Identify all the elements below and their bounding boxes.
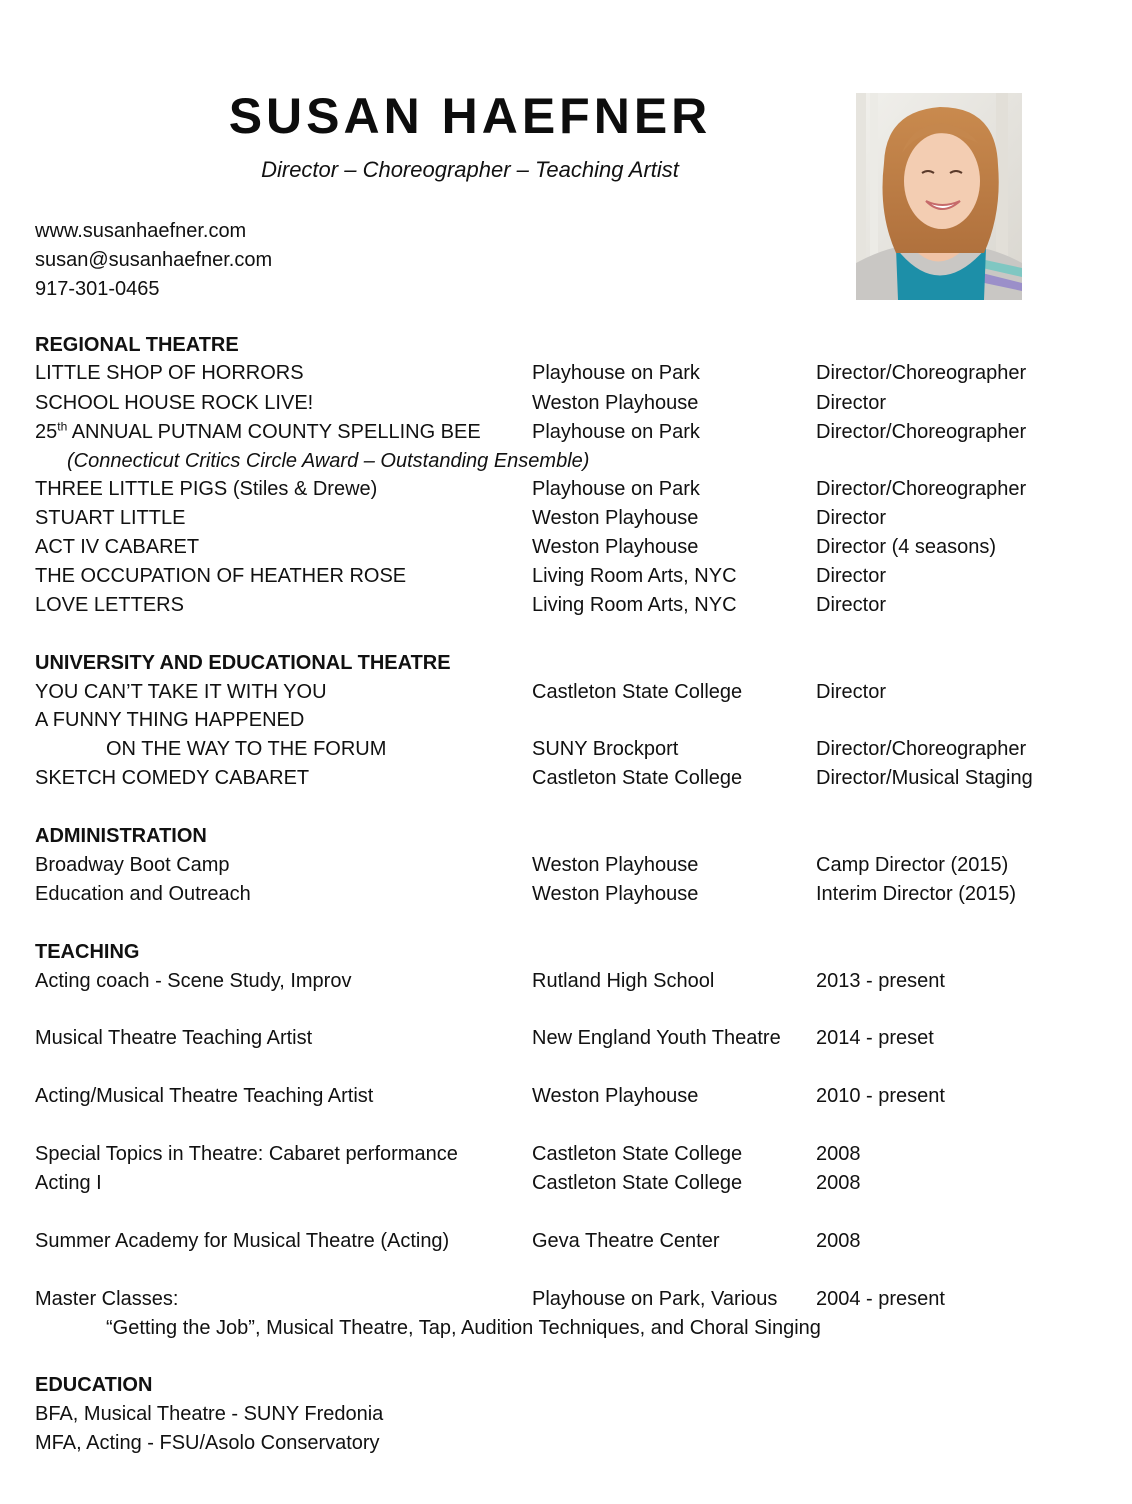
- contact-block: [35, 217, 272, 304]
- role: Director/Choreographer: [816, 421, 1027, 443]
- venue: Living Room Arts, NYC: [532, 565, 737, 587]
- course: Acting/Musical Theatre Teaching Artist: [35, 1085, 374, 1107]
- years: 2010 - present: [816, 1085, 945, 1107]
- course: Master Classes:: [35, 1288, 179, 1310]
- course: Special Topics in Theatre: Cabaret performance: [35, 1143, 458, 1165]
- years: 2014 - preset: [816, 1027, 934, 1049]
- course: Acting coach - Scene Study, Improv: [35, 970, 352, 992]
- degree-item: BFA, Musical Theatre - SUNY Fredonia: [35, 1403, 384, 1425]
- years: 2008: [816, 1230, 861, 1252]
- regional-row: [0, 591, 1132, 620]
- administration-row: [0, 851, 1132, 880]
- venue: New England Youth Theatre: [532, 1027, 781, 1049]
- venue: Weston Playhouse: [532, 507, 699, 529]
- university-row: [0, 678, 1132, 707]
- role: Director: [816, 565, 887, 587]
- teaching-row: [0, 1285, 1132, 1314]
- email-link[interactable]: susan@susanhaefner.com: [35, 249, 273, 271]
- degree-item: MFA, Acting - FSU/Asolo Conservatory: [35, 1432, 380, 1454]
- resume-subtitle: Director – Choreographer – Teaching Artist: [261, 157, 679, 182]
- master-classes-detail: “Getting the Job”, Musical Theatre, Tap, Audition Techniques, and Choral Singing: [106, 1317, 821, 1339]
- show-title: STUART LITTLE: [35, 507, 186, 529]
- phone-number: 917-301-0465: [35, 278, 160, 300]
- role: Director/Choreographer: [816, 478, 1027, 500]
- teaching-row: [0, 967, 1132, 996]
- show-title-continued: ON THE WAY TO THE FORUM: [106, 738, 387, 760]
- show-title: LOVE LETTERS: [35, 594, 184, 616]
- role: Director: [816, 681, 887, 703]
- show-title: YOU CAN’T TAKE IT WITH YOU: [35, 681, 327, 703]
- regional-row: [0, 418, 1132, 447]
- years: 2008: [816, 1172, 861, 1194]
- role: Director: [816, 594, 887, 616]
- regional-row: [0, 533, 1132, 562]
- university-row: [0, 706, 1132, 735]
- teaching-row: [0, 1024, 1132, 1053]
- years: 2004 - present: [816, 1288, 945, 1310]
- position: Broadway Boot Camp: [35, 854, 230, 876]
- teaching-row: [0, 1169, 1132, 1198]
- show-title: THE OCCUPATION OF HEATHER ROSE: [35, 565, 407, 587]
- headshot-photo: [856, 93, 1022, 300]
- show-title: A FUNNY THING HAPPENED: [35, 709, 305, 731]
- venue: Geva Theatre Center: [532, 1230, 720, 1252]
- venue: Living Room Arts, NYC: [532, 594, 737, 616]
- resume-name: SUSAN HAEFNER: [228, 88, 712, 144]
- venue: Castleton State College: [532, 767, 743, 789]
- role: Director/Choreographer: [816, 362, 1027, 384]
- teaching-row: [0, 1227, 1132, 1256]
- show-title: SCHOOL HOUSE ROCK LIVE!: [35, 392, 314, 414]
- role: Director (4 seasons): [816, 536, 997, 558]
- course: Musical Theatre Teaching Artist: [35, 1027, 313, 1049]
- website-link[interactable]: www.susanhaefner.com: [35, 220, 247, 242]
- venue: Weston Playhouse: [532, 1085, 699, 1107]
- administration-row: [0, 880, 1132, 909]
- venue: Castleton State College: [532, 1143, 743, 1165]
- venue: Playhouse on Park, Various: [532, 1288, 778, 1310]
- university-theatre-heading: UNIVERSITY AND EDUCATIONAL THEATRE: [35, 652, 451, 674]
- show-title: ACT IV CABARET: [35, 536, 200, 558]
- administration-heading: ADMINISTRATION: [35, 825, 207, 847]
- venue: Castleton State College: [532, 681, 743, 703]
- show-title: 25th ANNUAL PUTNAM COUNTY SPELLING BEE: [35, 419, 481, 443]
- regional-theatre-heading: REGIONAL THEATRE: [35, 334, 239, 356]
- regional-row: [0, 475, 1132, 504]
- role: Director/Musical Staging: [816, 767, 1033, 789]
- venue: Weston Playhouse: [532, 392, 699, 414]
- years: 2008: [816, 1143, 861, 1165]
- regional-row: [0, 504, 1132, 533]
- venue: Weston Playhouse: [532, 854, 699, 876]
- position: Education and Outreach: [35, 883, 251, 905]
- venue: Weston Playhouse: [532, 536, 699, 558]
- university-row: [0, 735, 1132, 764]
- role: Director: [816, 392, 887, 414]
- regional-row: [0, 562, 1132, 591]
- university-row: [0, 764, 1132, 793]
- show-title: LITTLE SHOP OF HORRORS: [35, 362, 304, 384]
- show-title: THREE LITTLE PIGS (Stiles & Drewe): [35, 478, 378, 500]
- venue: SUNY Brockport: [532, 738, 679, 760]
- venue: Castleton State College: [532, 1172, 743, 1194]
- teaching-row: [0, 1082, 1132, 1111]
- teaching-heading: TEACHING: [35, 941, 140, 963]
- course: Acting I: [35, 1172, 102, 1194]
- teaching-row: [0, 1140, 1132, 1169]
- role: Director: [816, 507, 887, 529]
- role: Camp Director (2015): [816, 854, 1009, 876]
- show-title: SKETCH COMEDY CABARET: [35, 767, 310, 789]
- award-note: (Connecticut Critics Circle Award – Outstanding Ensemble): [67, 450, 590, 472]
- education-heading: EDUCATION: [35, 1374, 153, 1396]
- venue: Weston Playhouse: [532, 883, 699, 905]
- course: Summer Academy for Musical Theatre (Acting): [35, 1230, 450, 1252]
- role: Interim Director (2015): [816, 883, 1017, 905]
- venue: Rutland High School: [532, 970, 715, 992]
- venue: Playhouse on Park: [532, 362, 700, 384]
- regional-row: [0, 389, 1132, 418]
- role: Director/Choreographer: [816, 738, 1027, 760]
- venue: Playhouse on Park: [532, 478, 700, 500]
- years: 2013 - present: [816, 970, 945, 992]
- regional-row: [0, 359, 1132, 388]
- venue: Playhouse on Park: [532, 421, 700, 443]
